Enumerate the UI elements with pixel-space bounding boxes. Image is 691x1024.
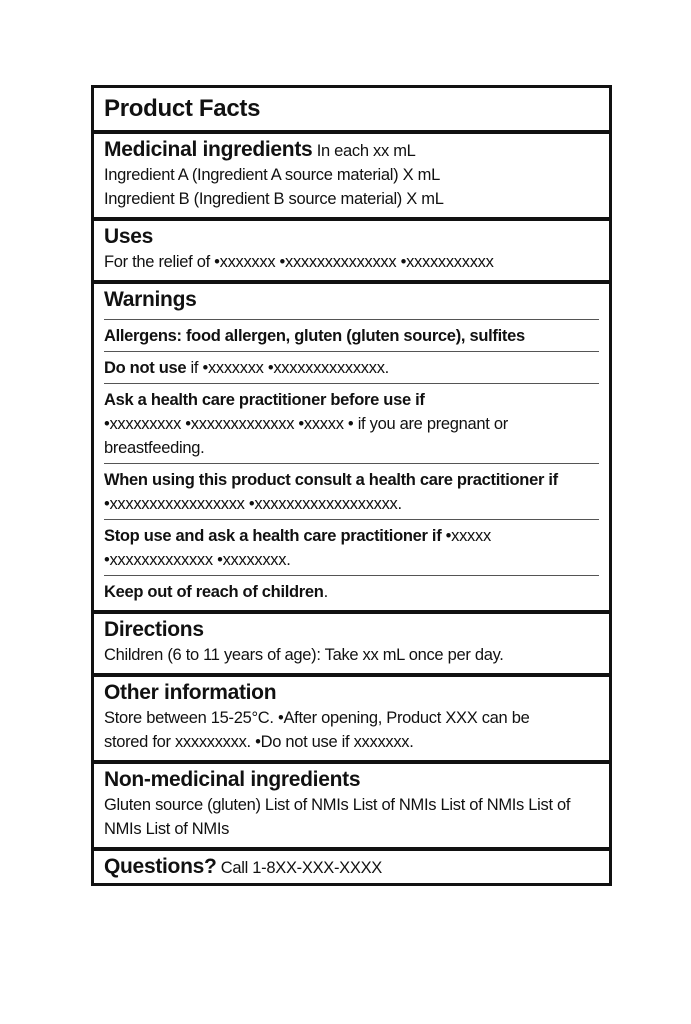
- directions-heading: Directions: [104, 618, 204, 641]
- other-information-heading: Other information: [104, 681, 277, 704]
- ingredient-a: Ingredient A (Ingredient A source material) X mL: [104, 166, 440, 184]
- panel-title: Product Facts: [104, 95, 261, 122]
- uses-text: For the relief of •xxxxxxx •xxxxxxxxxxxxxx •xxxxxxxxxxx: [104, 253, 494, 271]
- per-dose-text: In each xx mL: [316, 142, 416, 160]
- medicinal-ingredients-heading: Medicinal ingredients: [104, 138, 313, 161]
- when-using-warning: When using this product consult a health care practitioner if •xxxxxxxxxxxxxxxxx •xxxxxxxxxxxxxxxxxx.: [104, 463, 599, 516]
- ingredient-b: Ingredient B (Ingredient B source material) X mL: [104, 190, 444, 208]
- questions-heading: Questions?: [104, 855, 217, 878]
- other-information-text: Store between 15-25°C. •After opening, Product XXX can be stored for xxxxxxxxx. •Do not use if xxxxxxx.: [104, 709, 530, 751]
- keep-out-of-reach-warning: Keep out of reach of children.: [104, 575, 599, 604]
- questions-section: [94, 851, 609, 883]
- uses-heading: Uses: [104, 225, 154, 248]
- ask-practitioner-warning: Ask a health care practitioner before use if •xxxxxxxxx •xxxxxxxxxxxxx •xxxxx • if you are pregnant or breastfeeding.: [104, 383, 599, 460]
- title-section: [94, 88, 609, 134]
- do-not-use-warning: Do not use if •xxxxxxx •xxxxxxxxxxxxxx.: [104, 351, 599, 380]
- non-medicinal-ingredients-text: Gluten source (gluten) List of NMIs List of NMIs List of NMIs List of NMIs List of NMIs: [104, 796, 571, 838]
- questions-phone: Call 1-8XX-XXX-XXXX: [216, 859, 382, 877]
- directions-text: Children (6 to 11 years of age): Take xx mL once per day.: [104, 646, 504, 664]
- other-information-section: [94, 677, 609, 764]
- medicinal-ingredients-section: [94, 134, 609, 221]
- warnings-heading: Warnings: [104, 288, 197, 311]
- warnings-section: [94, 284, 609, 614]
- non-medicinal-ingredients-section: [94, 764, 609, 851]
- directions-section: [94, 614, 609, 677]
- uses-section: [94, 221, 609, 284]
- stop-use-warning: Stop use and ask a health care practitioner if •xxxxx •xxxxxxxxxxxxx •xxxxxxxx.: [104, 519, 599, 572]
- product-facts-panel: [91, 85, 612, 886]
- allergens-warning: Allergens: food allergen, gluten (gluten source), sulfites: [104, 319, 599, 348]
- non-medicinal-ingredients-heading: Non-medicinal ingredients: [104, 768, 361, 791]
